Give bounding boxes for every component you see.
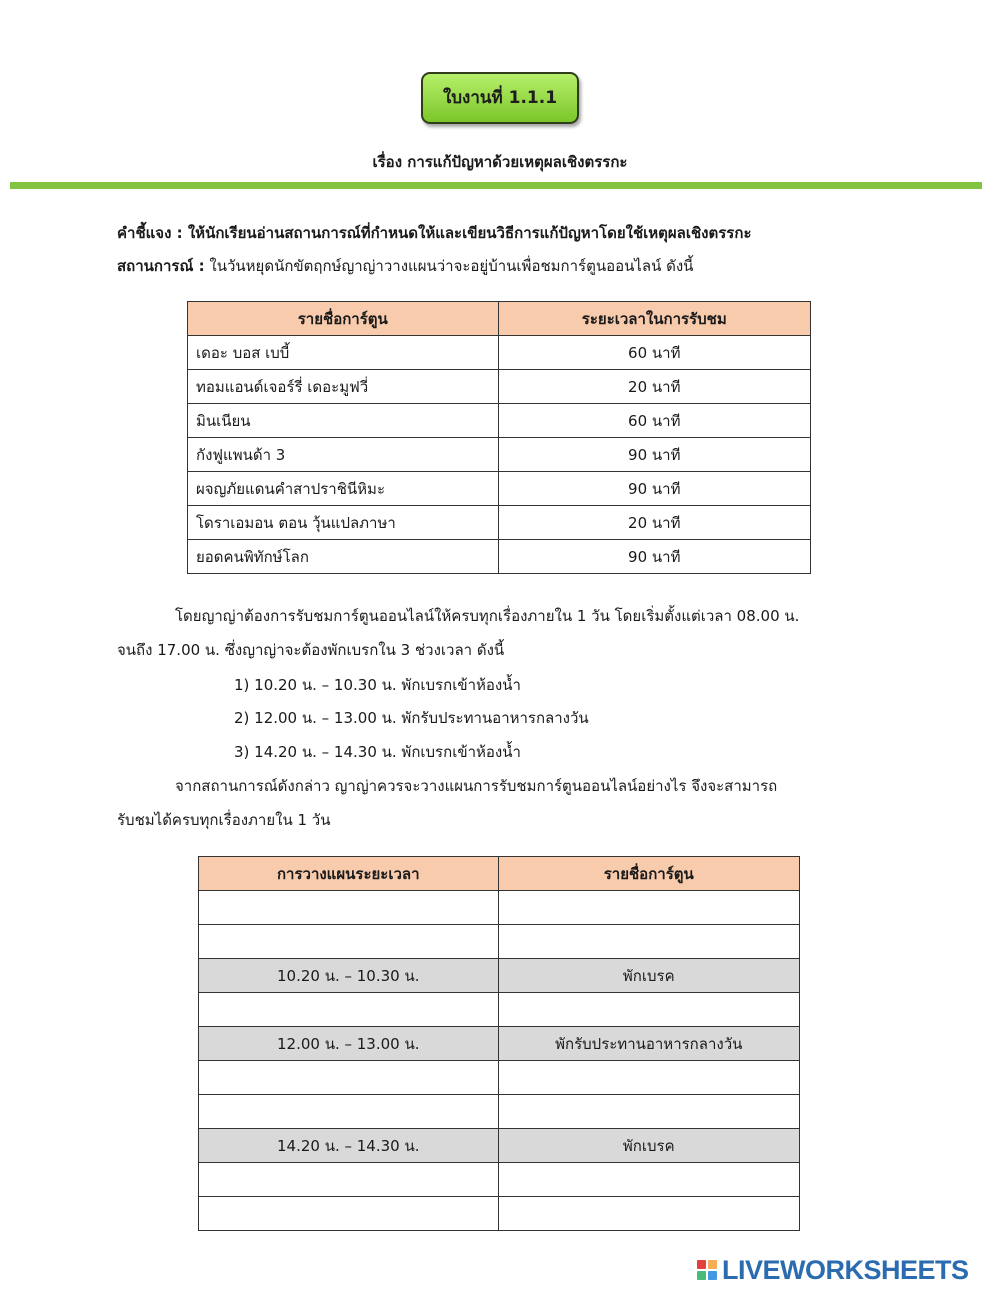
plan-table-row [199, 925, 800, 959]
plan-table-row [199, 993, 800, 1027]
instructions-line [117, 223, 752, 243]
situation-label: สถานการณ์ : [117, 257, 205, 275]
cartoon-table [187, 301, 811, 574]
cartoon-table-header-name: รายชื่อการ์ตูน [188, 302, 499, 336]
cartoon-duration-cell: 90 นาที [498, 438, 810, 472]
worksheet-title-badge: ใบงานที่ 1.1.1 [421, 72, 579, 124]
plan-table-break-row [199, 1027, 800, 1061]
body-line-2: จนถึง 17.00 น. ซึ่งญาญ่าจะต้องพักเบรกใน 3 ช่วงเวลา ดังนี้ [117, 641, 505, 659]
break-item-3: 3) 14.20 น. – 14.30 น. พักเบรกเข้าห้องน้ำ [234, 743, 521, 761]
body-line-3: จากสถานการณ์ดังกล่าว ญาญ่าควรจะวางแผนการรับชมการ์ตูนออนไลน์อย่างไร จึงจะสามารถ [175, 777, 778, 795]
cartoon-table-row [188, 506, 811, 540]
liveworksheets-logo[interactable] [697, 1255, 969, 1285]
cartoon-name-cell: เดอะ บอส เบบี้ [188, 336, 499, 370]
body-line-4: รับชมได้ครบทุกเรื่องภายใน 1 วัน [117, 811, 331, 829]
cartoon-table-row [188, 438, 811, 472]
plan-cartoon-answer-cell[interactable] [498, 1163, 800, 1197]
plan-time-cell: 14.20 น. – 14.30 น. [199, 1129, 499, 1163]
plan-table-row [199, 891, 800, 925]
cartoon-name-cell: มินเนียน [188, 404, 499, 438]
plan-cartoon-answer-cell[interactable] [498, 891, 800, 925]
cartoon-name-cell: ยอดคนพิทักษ์โลก [188, 540, 499, 574]
plan-time-answer-cell[interactable] [199, 891, 499, 925]
plan-cartoon-answer-cell[interactable] [498, 1197, 800, 1231]
instructions-text: ให้นักเรียนอ่านสถานการณ์ที่กำหนดให้และเขียนวิธีการแก้ปัญหาโดยใช้เหตุผลเชิงตรรกะ [182, 224, 752, 242]
cartoon-name-cell: ผจญภัยแดนคำสาปราชินีหิมะ [188, 472, 499, 506]
plan-time-cell: 10.20 น. – 10.30 น. [199, 959, 499, 993]
plan-cartoon-answer-cell[interactable] [498, 1095, 800, 1129]
cartoon-duration-cell: 20 นาที [498, 506, 810, 540]
plan-table [198, 856, 800, 1231]
plan-cartoon-answer-cell[interactable] [498, 1061, 800, 1095]
plan-activity-cell: พักรับประทานอาหารกลางวัน [498, 1027, 800, 1061]
plan-table-row [199, 1163, 800, 1197]
logo-block [708, 1260, 717, 1269]
break-item-1: 1) 10.20 น. – 10.30 น. พักเบรกเข้าห้องน้ำ [234, 676, 521, 694]
plan-activity-cell: พักเบรค [498, 959, 800, 993]
plan-table-row [199, 1061, 800, 1095]
cartoon-duration-cell: 60 นาที [498, 336, 810, 370]
body-line-1: โดยญาญ่าต้องการรับชมการ์ตูนออนไลน์ให้ครบทุกเรื่องภายใน 1 วัน โดยเริ่มตั้งแต่เวลา 08.00 น. [175, 607, 800, 625]
instructions-label: คำชี้แจง : [117, 224, 183, 242]
plan-time-answer-cell[interactable] [199, 1061, 499, 1095]
logo-blocks-icon [697, 1260, 717, 1280]
worksheet-subtitle: เรื่อง การแก้ปัญหาด้วยเหตุผลเชิงตรรกะ [372, 153, 628, 171]
title-badge-wrap [0, 72, 1000, 124]
cartoon-name-cell: ทอมแอนด์เจอร์รี่ เดอะมูฟวี่ [188, 370, 499, 404]
logo-block [708, 1271, 717, 1280]
situation-text: ในวันหยุดนักขัตฤกษ์ญาญ่าวางแผนว่าจะอยู่บ้านเพื่อชมการ์ตูนออนไลน์ ดังนี้ [204, 257, 694, 275]
logo-block [697, 1271, 706, 1280]
cartoon-table-row [188, 370, 811, 404]
cartoon-table-row [188, 336, 811, 370]
cartoon-duration-cell: 90 นาที [498, 540, 810, 574]
cartoon-name-cell: โดราเอมอน ตอน วุ้นแปลภาษา [188, 506, 499, 540]
plan-cartoon-answer-cell[interactable] [498, 993, 800, 1027]
plan-time-answer-cell[interactable] [199, 1163, 499, 1197]
plan-table-break-row [199, 959, 800, 993]
plan-table-row [199, 1095, 800, 1129]
plan-time-answer-cell[interactable] [199, 1197, 499, 1231]
cartoon-duration-cell: 90 นาที [498, 472, 810, 506]
cartoon-duration-cell: 20 นาที [498, 370, 810, 404]
header-divider [10, 182, 982, 189]
plan-activity-cell: พักเบรค [498, 1129, 800, 1163]
logo-block [697, 1260, 706, 1269]
plan-time-answer-cell[interactable] [199, 993, 499, 1027]
plan-time-answer-cell[interactable] [199, 925, 499, 959]
break-item-2: 2) 12.00 น. – 13.00 น. พักรับประทานอาหารกลางวัน [234, 709, 589, 727]
situation-line [117, 256, 693, 276]
cartoon-name-cell: กังฟูแพนด้า 3 [188, 438, 499, 472]
cartoon-table-header-duration: ระยะเวลาในการรับชม [498, 302, 810, 336]
plan-cartoon-answer-cell[interactable] [498, 925, 800, 959]
cartoon-duration-cell: 60 นาที [498, 404, 810, 438]
plan-table-row [199, 1197, 800, 1231]
plan-time-cell: 12.00 น. – 13.00 น. [199, 1027, 499, 1061]
cartoon-table-row [188, 540, 811, 574]
cartoon-table-row [188, 404, 811, 438]
logo-text: LIVEWORKSHEETS [722, 1254, 969, 1285]
plan-table-break-row [199, 1129, 800, 1163]
cartoon-table-row [188, 472, 811, 506]
plan-time-answer-cell[interactable] [199, 1095, 499, 1129]
plan-table-header-time: การวางแผนระยะเวลา [199, 857, 499, 891]
plan-table-header-name: รายชื่อการ์ตูน [498, 857, 800, 891]
